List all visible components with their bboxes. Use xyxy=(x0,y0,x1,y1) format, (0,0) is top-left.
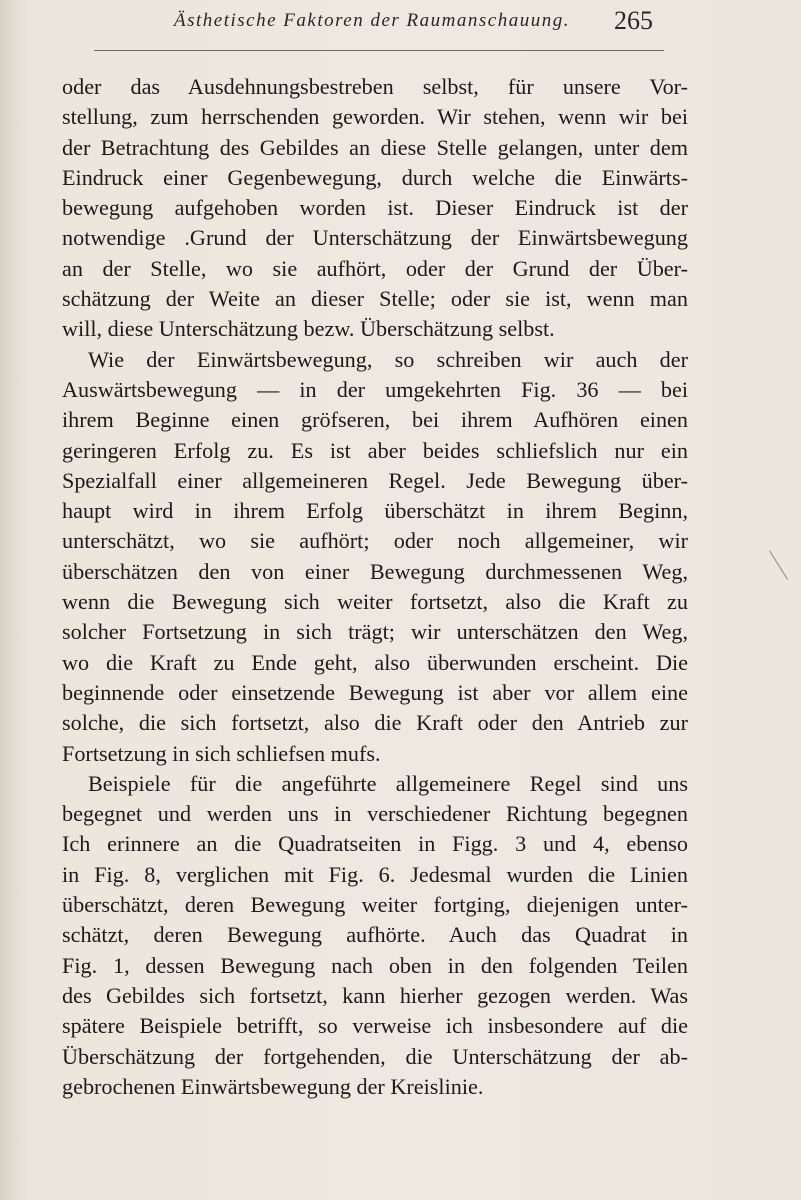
text-line: gebrochenen Einwärtsbewegung der Kreislinie. xyxy=(62,1073,484,1099)
text-line: spätere Beispiele betrifft, so verweise ich insbesondere auf die xyxy=(62,1013,688,1039)
text-line: stellung, zum herrschenden geworden. Wir stehen, wenn wir bei xyxy=(62,104,688,130)
text-line: Eindruck einer Gegenbewegung, durch welche die Einwärts- xyxy=(62,164,688,190)
text-line: schätzt, deren Bewegung aufhörte. Auch das Quadrat in xyxy=(62,922,688,948)
page-header xyxy=(96,6,696,46)
page-number: 265 xyxy=(614,6,653,35)
text-line: des Gebildes sich fortsetzt, kann hierher gezogen werden. Was xyxy=(62,982,688,1008)
text-line: der Betrachtung des Gebildes an diese Stelle gelangen, unter dem xyxy=(62,134,688,160)
text-line: Fortsetzung in sich schliefsen mufs. xyxy=(62,740,381,766)
paper-mark xyxy=(769,550,788,579)
text-line: wo die Kraft zu Ende geht, also überwunden erscheint. Die xyxy=(62,649,688,675)
text-line: solcher Fortsetzung in sich trägt; wir unterschätzen den Weg, xyxy=(62,619,688,645)
text-line: Beispiele für die angeführte allgemeinere Regel sind uns xyxy=(88,770,688,796)
text-line: geringeren Erfolg zu. Es ist aber beides schliefslich nur ein xyxy=(62,437,688,463)
text-line: notwendige .Grund der Unterschätzung der Einwärtsbewegung xyxy=(62,225,688,251)
text-line: begegnet und werden uns in verschiedener Richtung begegnen xyxy=(62,801,688,827)
text-line: wenn die Bewegung sich weiter fortsetzt, also die Kraft zu xyxy=(62,589,688,615)
text-line: schätzung der Weite an dieser Stelle; oder sie ist, wenn man xyxy=(62,286,688,312)
text-line: unterschätzt, wo sie aufhört; oder noch allgemeiner, wir xyxy=(62,528,688,554)
text-line: überschätzt, deren Bewegung weiter fortging, diejenigen unter- xyxy=(62,892,688,918)
text-line: überschätzen den von einer Bewegung durchmessenen Weg, xyxy=(62,558,688,584)
text-line: beginnende oder einsetzende Bewegung ist aber vor allem eine xyxy=(62,679,688,705)
text-line: bewegung aufgehoben worden ist. Dieser Eindruck ist der xyxy=(62,195,688,221)
text-line: ihrem Beginne einen gröfseren, bei ihrem Aufhören einen xyxy=(62,407,688,433)
text-line: Fig. 1, dessen Bewegung nach oben in den folgenden Teilen xyxy=(62,952,688,978)
text-line: Wie der Einwärtsbewegung, so schreiben wir auch der xyxy=(88,346,688,372)
text-line: in Fig. 8, verglichen mit Fig. 6. Jedesmal wurden die Linien xyxy=(62,861,688,887)
text-line: Auswärtsbewegung — in der umgekehrten Fig. 36 — bei xyxy=(62,376,688,402)
running-title: Ästhetische Faktoren der Raumanschauung. xyxy=(174,10,570,31)
text-line: Spezialfall einer allgemeineren Regel. Jede Bewegung über- xyxy=(62,467,688,493)
text-line: will, diese Unterschätzung bezw. Überschätzung selbst. xyxy=(62,316,555,342)
text-line: oder das Ausdehnungsbestreben selbst, für unsere Vor- xyxy=(62,74,688,99)
text-line: Überschätzung der fortgehenden, die Unterschätzung der ab- xyxy=(62,1043,688,1069)
header-rule xyxy=(94,50,664,51)
text-line: haupt wird in ihrem Erfolg überschätzt in ihrem Beginn, xyxy=(62,498,688,524)
text-line: an der Stelle, wo sie aufhört, oder der Grund der Über- xyxy=(62,255,688,281)
text-line: Ich erinnere an die Quadratseiten in Figg. 3 und 4, ebenso xyxy=(62,831,688,857)
text-line: solche, die sich fortsetzt, also die Kraft oder den Antrieb zur xyxy=(62,710,688,736)
body-text xyxy=(62,72,688,1102)
